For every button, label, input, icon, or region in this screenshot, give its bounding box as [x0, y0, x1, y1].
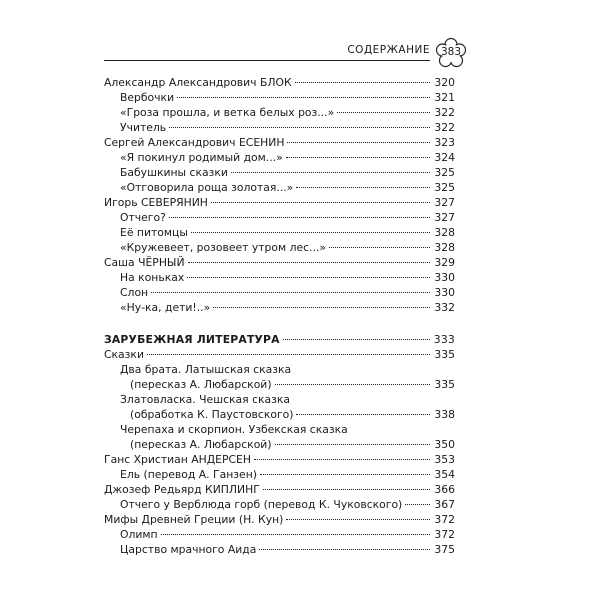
- toc-entry: [104, 105, 455, 120]
- entry-page: 353: [434, 453, 455, 466]
- toc-entry: [104, 285, 455, 300]
- toc-entry: [104, 452, 455, 467]
- dot-leader: [161, 534, 430, 535]
- toc-entry: [104, 210, 455, 225]
- toc-entry: [104, 255, 455, 270]
- entry-page: 375: [434, 543, 455, 556]
- toc-entry: [104, 195, 455, 210]
- toc-entry: [104, 300, 455, 315]
- dot-leader: [296, 414, 430, 415]
- entry-page: 372: [434, 528, 455, 541]
- toc-entry: [104, 270, 455, 285]
- entry-page: 335: [434, 378, 455, 391]
- entry-title: (пересказ А. Любарской): [130, 378, 272, 391]
- entry-page: 328: [434, 226, 455, 239]
- entry-title: Игорь СЕВЕРЯНИН: [104, 196, 208, 209]
- entry-page: 332: [434, 301, 455, 314]
- entry-title: Слон: [120, 286, 149, 299]
- table-of-contents: [104, 75, 455, 557]
- entry-title: Сергей Александрович ЕСЕНИН: [104, 136, 285, 149]
- entry-page: 333: [433, 333, 455, 346]
- entry-page: 350: [434, 438, 455, 451]
- dot-leader: [213, 307, 430, 308]
- toc-entry: [104, 527, 455, 542]
- dot-leader: [147, 354, 430, 355]
- toc-entry: [104, 422, 455, 437]
- header-rule: [104, 60, 430, 61]
- dot-leader: [263, 489, 430, 490]
- dot-leader: [188, 262, 430, 263]
- toc-entry: [104, 90, 455, 105]
- toc-entry: [104, 347, 455, 362]
- toc-entry: [104, 240, 455, 255]
- entry-title: «Ну-ка, дети!..»: [120, 301, 211, 314]
- entry-title: Вербочки: [120, 91, 175, 104]
- entry-page: 354: [434, 468, 455, 481]
- entry-page: 367: [434, 498, 455, 511]
- toc-entry: [104, 467, 455, 482]
- toc-entry: [104, 75, 455, 90]
- entry-page: 321: [434, 91, 455, 104]
- dot-leader: [169, 127, 430, 128]
- entry-page: 330: [434, 271, 455, 284]
- entry-page: 329: [434, 256, 455, 269]
- dot-leader: [283, 339, 430, 340]
- entry-page: 322: [434, 121, 455, 134]
- toc-entry: [104, 225, 455, 240]
- toc-entry: [104, 497, 455, 512]
- entry-title: (обработка К. Паустовского): [130, 408, 294, 421]
- toc-entry: [104, 180, 455, 195]
- toc-entry: [104, 135, 455, 150]
- entry-title: Учитель: [120, 121, 167, 134]
- dot-leader: [275, 384, 430, 385]
- entry-page: 335: [434, 348, 455, 361]
- toc-entry: [104, 392, 455, 407]
- entry-page: 327: [434, 211, 455, 224]
- page-number-badge: [436, 38, 466, 68]
- entry-title: Александр Александрович БЛОК: [104, 76, 292, 89]
- entry-title: Джозеф Редьярд КИПЛИНГ: [104, 483, 260, 496]
- toc-entry: [104, 482, 455, 497]
- section-gap: [104, 315, 455, 332]
- entry-title: Олимп: [120, 528, 158, 541]
- entry-title: «Отговорила роща золотая...»: [120, 181, 294, 194]
- toc-entry: [104, 362, 455, 377]
- toc-entry: [104, 150, 455, 165]
- dot-leader: [259, 549, 430, 550]
- dot-leader: [287, 142, 430, 143]
- toc-entry-continuation: [104, 407, 455, 422]
- dot-leader: [405, 504, 430, 505]
- entry-title: «Я покинул родимый дом...»: [120, 151, 283, 164]
- dot-leader: [286, 157, 430, 158]
- dot-leader: [337, 112, 430, 113]
- dot-leader: [296, 187, 430, 188]
- dot-leader: [177, 97, 430, 98]
- entry-title: Златовласка. Чешская сказка: [120, 393, 291, 406]
- dot-leader: [231, 172, 430, 173]
- dot-leader: [295, 82, 430, 83]
- entry-page: 322: [434, 106, 455, 119]
- toc-entry: [104, 165, 455, 180]
- toc-entry: [104, 512, 455, 527]
- toc-entry-continuation: [104, 437, 455, 452]
- entry-title: Ель (перевод А. Ганзен): [120, 468, 257, 481]
- entry-page: 325: [434, 166, 455, 179]
- dot-leader: [169, 217, 430, 218]
- entry-title: Её питомцы: [120, 226, 188, 239]
- dot-leader: [254, 459, 430, 460]
- entry-page: 324: [434, 151, 455, 164]
- entry-title: (пересказ А. Любарской): [130, 438, 272, 451]
- toc-entry-continuation: [104, 377, 455, 392]
- entry-title: Ганс Христиан АНДЕРСЕН: [104, 453, 251, 466]
- dot-leader: [187, 277, 430, 278]
- entry-page: 327: [434, 196, 455, 209]
- entry-title: Бабушкины сказки: [120, 166, 228, 179]
- dot-leader: [275, 444, 430, 445]
- dot-leader: [260, 474, 430, 475]
- dot-leader: [329, 247, 430, 248]
- entry-page: 338: [434, 408, 455, 421]
- entry-page: 323: [434, 136, 455, 149]
- entry-title: Царство мрачного Аида: [120, 543, 257, 556]
- entry-page: 372: [434, 513, 455, 526]
- entry-title: «Гроза прошла, и ветка белых роз...»: [120, 106, 335, 119]
- dot-leader: [286, 519, 430, 520]
- entry-title: Саша ЧЁРНЫЙ: [104, 256, 185, 269]
- page-header: [104, 36, 466, 70]
- entry-page: 325: [434, 181, 455, 194]
- toc-entry: [104, 120, 455, 135]
- entry-title: Отчего?: [120, 211, 166, 224]
- section-heading: [104, 332, 455, 347]
- entry-page: 328: [434, 241, 455, 254]
- dot-leader: [211, 202, 430, 203]
- entry-page: 320: [434, 76, 455, 89]
- entry-title: Сказки: [104, 348, 144, 361]
- dot-leader: [151, 292, 430, 293]
- section-title: ЗАРУБЕЖНАЯ ЛИТЕРАТУРА: [104, 333, 280, 346]
- page-number: 383: [440, 46, 462, 58]
- entry-title: Черепаха и скорпион. Узбекская сказка: [120, 423, 348, 436]
- entry-title: Отчего у Верблюда горб (перевод К. Чуковского): [120, 498, 403, 511]
- dot-leader: [191, 232, 430, 233]
- entry-title: Два брата. Латышская сказка: [120, 363, 292, 376]
- running-title: СОДЕРЖАНИЕ: [347, 44, 430, 56]
- toc-entry: [104, 542, 455, 557]
- entry-title: На коньках: [120, 271, 185, 284]
- entry-title: «Кружевеет, розовеет утром лес...»: [120, 241, 326, 254]
- entry-title: Мифы Древней Греции (Н. Кун): [104, 513, 284, 526]
- entry-page: 366: [434, 483, 455, 496]
- entry-page: 330: [434, 286, 455, 299]
